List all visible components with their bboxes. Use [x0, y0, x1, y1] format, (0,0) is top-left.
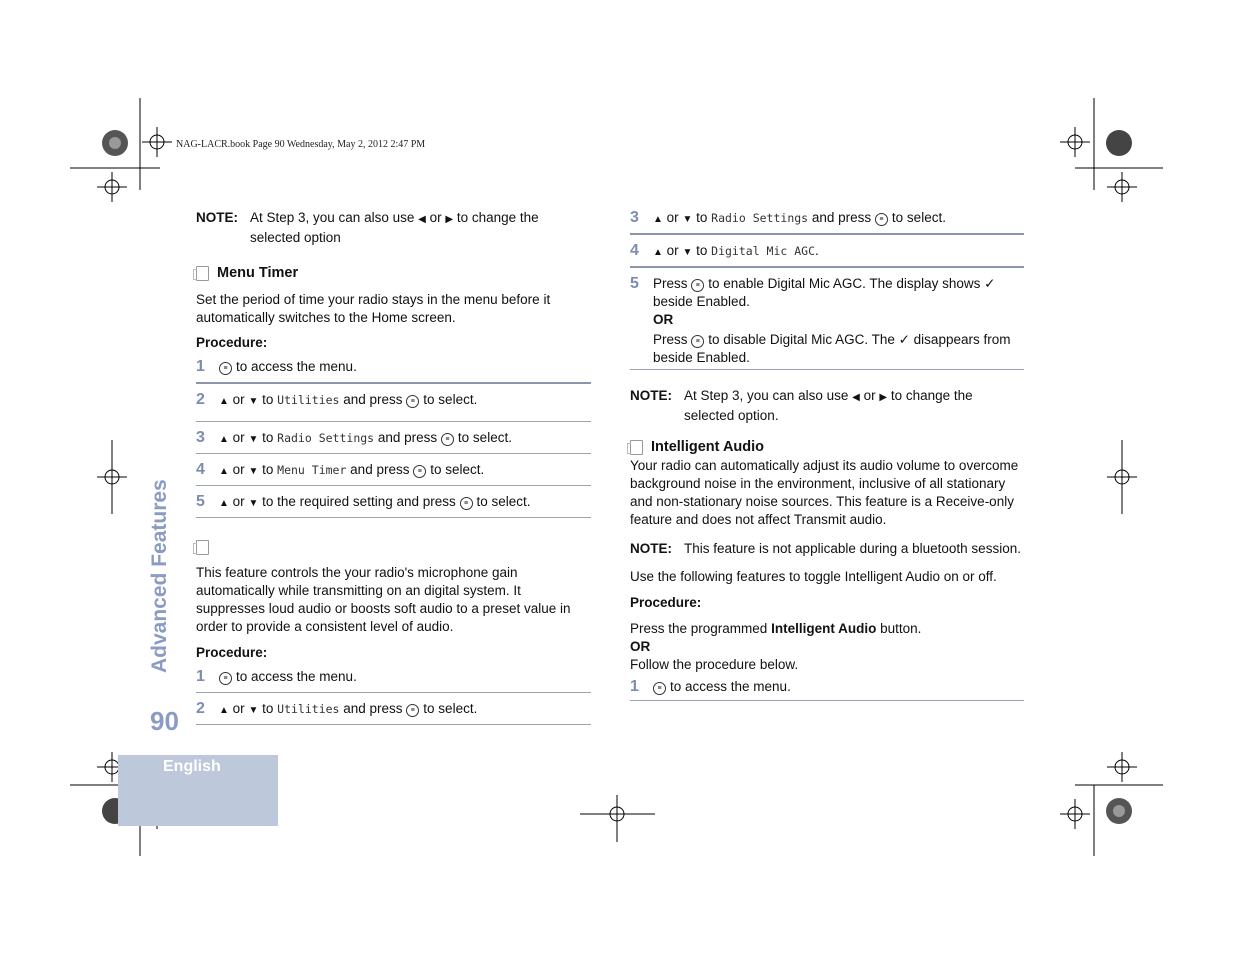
ok-button-icon: ≡: [875, 213, 888, 226]
page-header: NAG-LACR.book Page 90 Wednesday, May 2, 2012 2:47 PM: [176, 139, 426, 150]
note-step3: NOTE: At Step 3, you can also use ◀ or ▶ to change the selected option: [196, 210, 539, 245]
left-arrow-icon: ◀: [852, 392, 860, 403]
down-arrow-icon: ▼: [248, 498, 259, 509]
agc-steps: [196, 668, 591, 725]
list-item: 3 ▲ or ▼ to Radio Settings and press ≡ to select.: [630, 209, 1024, 235]
list-item: 5 Press ≡ to enable Digital Mic AGC. The display shows ✓ beside Enabled. OR Press ≡ to disable Digital Mic AGC. The ✓ disappears from beside Enabled.: [630, 268, 1024, 370]
ok-button-icon: ≡: [406, 395, 419, 408]
note-step3: NOTE: At Step 3, you can also use ◀ or ▶ to change the selected option.: [630, 388, 973, 423]
menu-timer-steps: [196, 358, 591, 518]
page-icon: [196, 540, 209, 555]
up-arrow-icon: ▲: [219, 498, 229, 509]
follow-text: Follow the procedure below.: [630, 657, 799, 672]
procedure-label: Procedure:: [196, 645, 268, 660]
right-arrow-icon: ▶: [879, 392, 888, 403]
up-arrow-icon: ▲: [653, 214, 663, 225]
left-arrow-icon: ◀: [418, 214, 426, 225]
up-arrow-icon: ▲: [219, 705, 229, 716]
left-column: [196, 209, 591, 725]
section-side-title: Advanced Features: [148, 479, 171, 673]
page-number: 90: [150, 706, 179, 736]
right-arrow-icon: ▶: [445, 214, 454, 225]
ok-button-icon: ≡: [406, 704, 419, 717]
ok-button-icon: ≡: [219, 362, 232, 375]
ok-button-icon: ≡: [653, 682, 666, 695]
up-arrow-icon: ▲: [653, 247, 663, 258]
ok-button-icon: ≡: [691, 279, 704, 292]
language-label: English: [163, 758, 221, 775]
up-arrow-icon: ▲: [219, 396, 229, 407]
ok-button-icon: ≡: [413, 465, 426, 478]
list-item: 3 ▲ or ▼ to Radio Settings and press ≡ to select.: [196, 422, 591, 454]
press-button-text: Press the programmed Intelligent Audio button.: [630, 621, 922, 636]
note-bluetooth: NOTE: This feature is not applicable during a bluetooth session.: [630, 541, 1021, 556]
or-label: OR: [630, 639, 651, 654]
intelligent-audio-description: Your radio can automatically adjust its audio volume to overcome background noise in the environment, inclusive of all stationary and non-stationary noise sources. This feature is a Receive-only feature and does not affect Transmit audio.: [630, 458, 1019, 527]
ok-button-icon: ≡: [460, 497, 473, 510]
menu-timer-heading: Menu Timer: [196, 264, 591, 282]
list-item: 2 ▲ or ▼ to Utilities and press ≡ to select.: [196, 693, 591, 725]
right-column: [630, 209, 1024, 701]
agc-heading: [196, 540, 591, 555]
up-arrow-icon: ▲: [219, 434, 229, 445]
list-item: 4 ▲ or ▼ to Menu Timer and press ≡ to select.: [196, 454, 591, 486]
procedure-label: Procedure:: [196, 335, 268, 350]
down-arrow-icon: ▼: [248, 466, 259, 477]
page-icon: [630, 440, 643, 455]
menu-timer-description: Set the period of time your radio stays in the menu before it automatically switches to the Home screen.: [196, 292, 551, 325]
list-item: 4 ▲ or ▼ to Digital Mic AGC.: [630, 235, 1024, 268]
ok-button-icon: ≡: [691, 335, 704, 348]
agc-description: This feature controls the your radio's microphone gain automatically while transmitting on an digital system. It suppresses loud audio or boosts soft audio to a preset value in order to provide a consistent level of audio.: [196, 565, 571, 634]
list-item: 5 ▲ or ▼ to the required setting and press ≡ to select.: [196, 486, 591, 518]
list-item: 2 ▲ or ▼ to Utilities and press ≡ to select.: [196, 384, 591, 422]
list-item: 1 ≡ to access the menu.: [196, 668, 591, 693]
procedure-label: Procedure:: [630, 595, 702, 610]
page-icon: [196, 266, 209, 281]
up-arrow-icon: ▲: [219, 466, 229, 477]
down-arrow-icon: ▼: [682, 214, 693, 225]
intelligent-audio-heading: Intelligent Audio: [630, 438, 1024, 456]
toggle-text: Use the following features to toggle Intelligent Audio on or off.: [630, 569, 997, 584]
list-item: 1 ≡ to access the menu.: [630, 678, 1024, 701]
ok-button-icon: ≡: [441, 433, 454, 446]
down-arrow-icon: ▼: [682, 247, 693, 258]
list-item: 1 ≡ to access the menu.: [196, 358, 591, 384]
ok-button-icon: ≡: [219, 672, 232, 685]
language-tab: [118, 755, 278, 826]
down-arrow-icon: ▼: [248, 434, 259, 445]
down-arrow-icon: ▼: [248, 396, 259, 407]
down-arrow-icon: ▼: [248, 705, 259, 716]
